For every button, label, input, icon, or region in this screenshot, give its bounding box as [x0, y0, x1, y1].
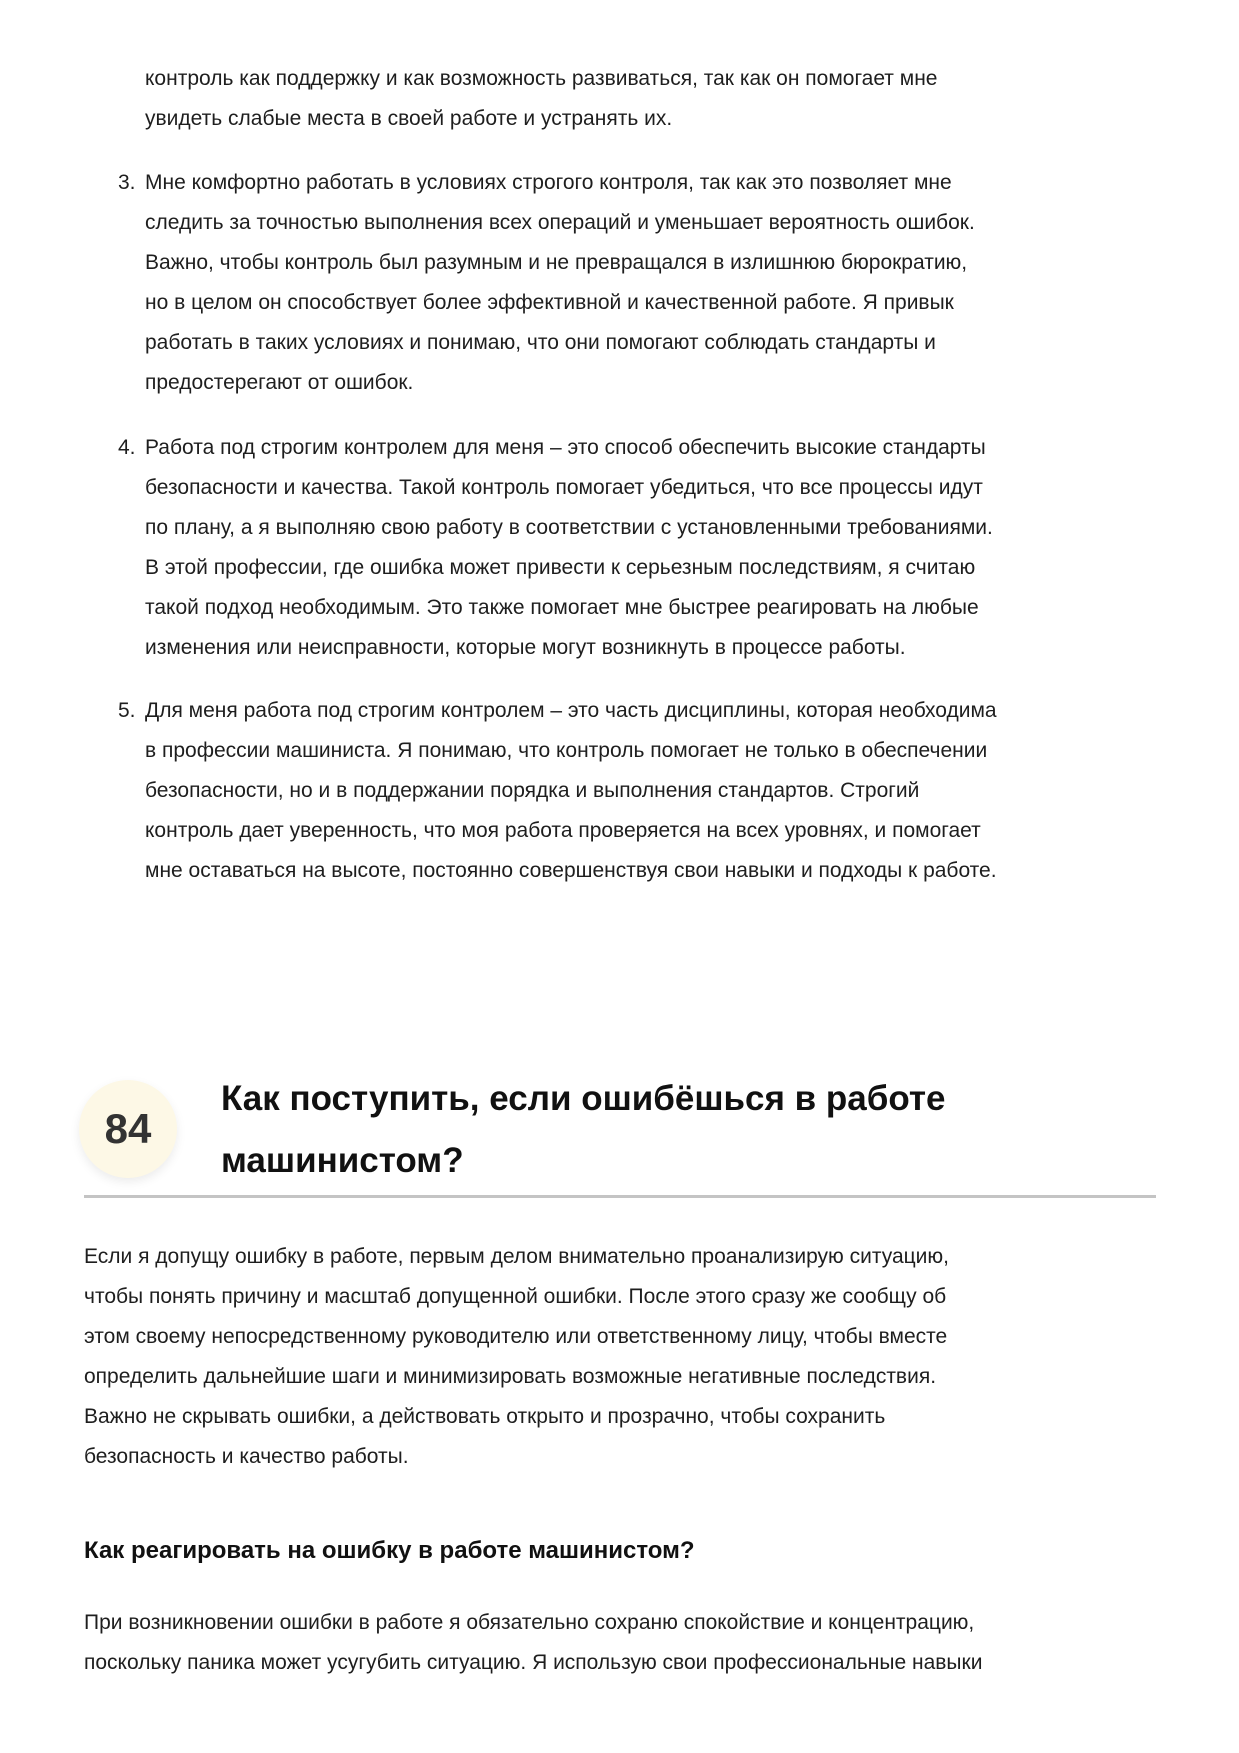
text-line: Важно, чтобы контроль был разумным и не превращался в излишнюю бюрократию, — [145, 251, 968, 274]
list-number: 3. — [118, 171, 136, 194]
answer-paragraph — [84, 1237, 1164, 1477]
text-line: по плану, а я выполняю свою работу в соответствии с установленными требованиями. — [145, 516, 993, 539]
text-line: но в целом он способствует более эффективной и качественной работе. Я привык — [145, 291, 954, 314]
text-line: безопасности, но и в поддержании порядка и выполнения стандартов. Строгий — [145, 779, 920, 802]
heading-divider — [84, 1195, 1156, 1198]
text-line: следить за точностью выполнения всех операций и уменьшает вероятность ошибок. — [145, 211, 975, 234]
text-line: Работа под строгим контролем для меня – это способ обеспечить высокие стандарты — [145, 436, 986, 459]
text-line: контроль как поддержку и как возможность развиваться, так как он помогает мне — [145, 67, 938, 90]
list-item-2-tail — [145, 59, 1165, 139]
text-line: безопасности и качества. Такой контроль помогает убедиться, что все процессы идут — [145, 476, 983, 499]
text-line: мне оставаться на высоте, постоянно совершенствуя свои навыки и подходы к работе. — [145, 859, 997, 882]
text-line: чтобы понять причину и масштаб допущенной ошибки. После этого сразу же сообщу об — [84, 1285, 947, 1308]
text-line: предостерегают от ошибок. — [145, 371, 414, 394]
section-heading — [221, 1068, 945, 1192]
text-line: безопасность и качество работы. — [84, 1445, 409, 1468]
text-line: Для меня работа под строгим контролем – это часть дисциплины, которая необходима — [145, 699, 997, 722]
list-item-4 — [118, 428, 1165, 668]
answer-paragraph-2 — [84, 1603, 1164, 1683]
list-number: 4. — [118, 436, 136, 459]
text-line: Мне комфортно работать в условиях строгого контроля, так как это позволяет мне — [145, 171, 952, 194]
list-item-5 — [118, 691, 1165, 891]
heading-line: Как поступить, если ошибёшься в работе — [221, 1079, 946, 1118]
question-number-badge: 84 — [79, 1080, 177, 1178]
text-line: поскольку паника может усугубить ситуацию. Я использую свои профессиональные навыки — [84, 1651, 983, 1674]
text-line: работать в таких условиях и понимаю, что они помогают соблюдать стандарты и — [145, 331, 936, 354]
text-line: увидеть слабые места в своей работе и устранять их. — [145, 107, 673, 130]
subheading: Как реагировать на ошибку в работе машинистом? — [84, 1537, 695, 1564]
text-line: такой подход необходимым. Это также помогает мне быстрее реагировать на любые — [145, 596, 979, 619]
list-item-3 — [118, 163, 1165, 403]
text-line: Важно не скрывать ошибки, а действовать открыто и прозрачно, чтобы сохранить — [84, 1405, 886, 1428]
text-line: изменения или неисправности, которые могут возникнуть в процессе работы. — [145, 636, 906, 659]
text-line: в профессии машиниста. Я понимаю, что контроль помогает не только в обеспечении — [145, 739, 988, 762]
text-line: При возникновении ошибки в работе я обязательно сохраню спокойствие и концентрацию, — [84, 1611, 975, 1634]
text-line: В этой профессии, где ошибка может привести к серьезным последствиям, я считаю — [145, 556, 976, 579]
text-line: контроль дает уверенность, что моя работа проверяется на всех уровнях, и помогает — [145, 819, 981, 842]
text-line: определить дальнейшие шаги и минимизировать возможные негативные последствия. — [84, 1365, 937, 1388]
list-number: 5. — [118, 699, 136, 722]
text-line: этом своему непосредственному руководителю или ответственному лицу, чтобы вместе — [84, 1325, 948, 1348]
text-line: Если я допущу ошибку в работе, первым делом внимательно проанализирую ситуацию, — [84, 1245, 949, 1268]
heading-line: машинистом? — [221, 1141, 464, 1180]
